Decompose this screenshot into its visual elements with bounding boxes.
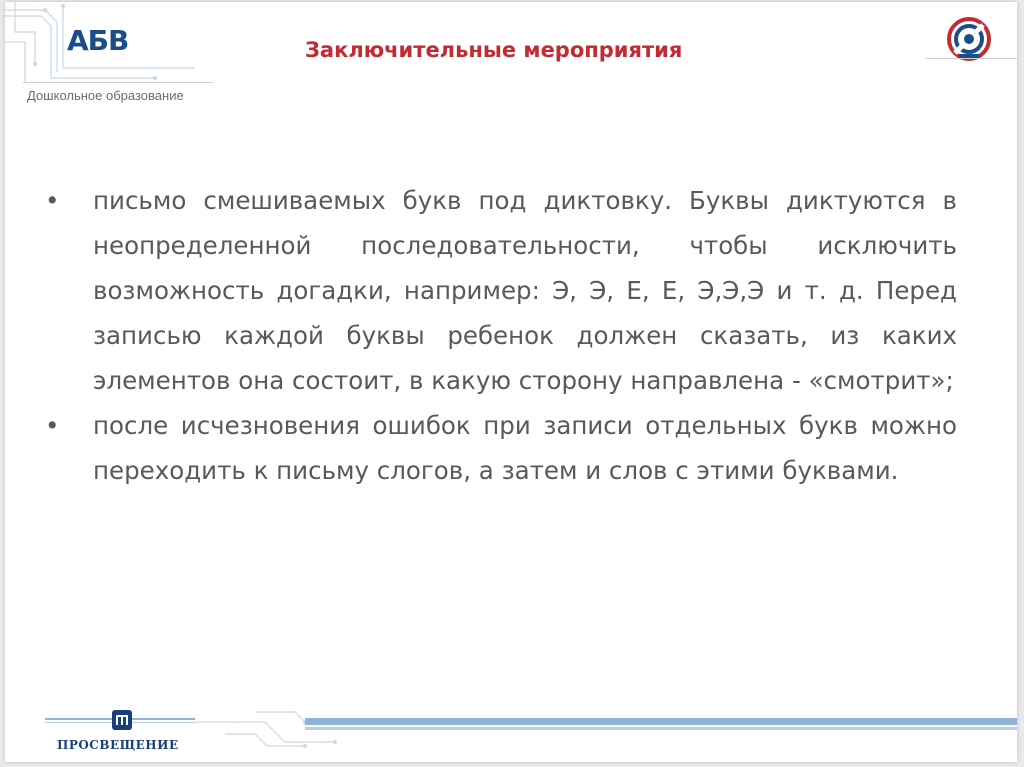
bullet-icon: • xyxy=(45,186,60,215)
slide xyxy=(5,2,1017,762)
list-item xyxy=(45,178,957,403)
header-right-divider xyxy=(925,58,1017,59)
list-item xyxy=(45,403,957,493)
prosveshchenie-ring-logo-icon xyxy=(933,12,1003,68)
brand-logo-text: АБВ xyxy=(67,24,129,57)
publisher-name: ПРОСВЕЩЕНИЕ xyxy=(57,738,179,752)
page-title: Заключительные мероприятия xyxy=(305,38,683,62)
bullet-icon: • xyxy=(45,411,60,440)
header-divider xyxy=(23,82,213,83)
bullet-text: письмо смешиваемых букв под диктовку. Буквы диктуются в неопределенной последовательности, чтобы исключить возможность догадки, например: Э, Э, Е, Е, Э,Э,Э и т. д. Перед записью каждой буквы ребенок должен сказать, из каких элементов она состоит, в какую сторону направлена - «смотрит»; xyxy=(93,186,957,395)
brand-logo xyxy=(67,24,128,57)
main-content xyxy=(45,178,957,493)
publisher-emblem-icon xyxy=(111,709,133,731)
brand-subtitle: Дошкольное образование xyxy=(27,88,184,103)
bullet-list xyxy=(45,178,957,493)
bullet-text: после исчезновения ошибок при записи отдельных букв можно переходить к письму слогов, а затем и слов с этими буквами. xyxy=(93,411,957,485)
